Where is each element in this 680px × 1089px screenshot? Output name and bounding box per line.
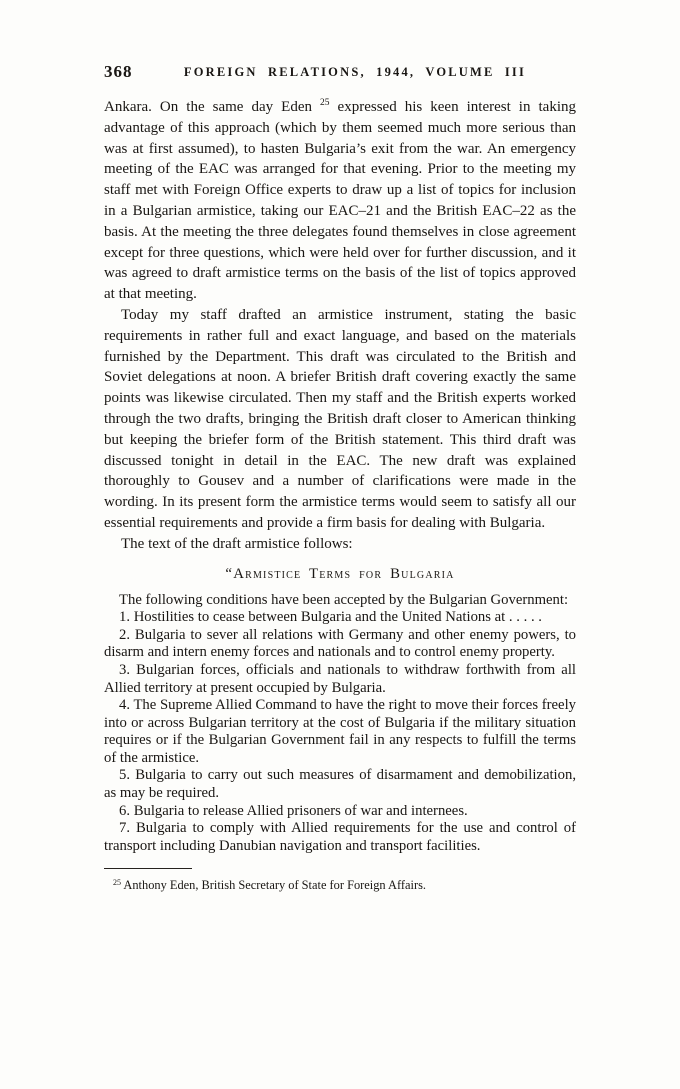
armistice-terms-section <box>104 592 576 856</box>
footnote <box>104 878 576 894</box>
armistice-term-7: 7. Bulgaria to comply with Allied requirements for the use and control of transport including Danubian navigation and transport facilities. <box>104 820 576 854</box>
armistice-term-4: 4. The Supreme Allied Command to have the right to move their forces freely into or across Bulgarian territory at the cost of Bulgaria if the military situation requires or if the Bulgarian Government fail in any respects to fulfill the terms of the armistice. <box>104 697 576 766</box>
armistice-term-5: 5. Bulgaria to carry out such measures of disarmament and demobilization, as may be required. <box>104 767 576 802</box>
armistice-term-1: 1. Hostilities to cease between Bulgaria and the United Nations at . . . . . <box>119 609 542 626</box>
paragraph-ankara <box>104 97 576 305</box>
paragraph-text: Ankara. On the same day Eden <box>104 99 321 115</box>
running-header-row <box>104 62 576 84</box>
footnote-rule <box>104 868 192 869</box>
armistice-term-3: 3. Bulgarian forces, officials and nationals to withdraw forthwith from all Allied territory at present occupied by Bulgaria. <box>104 661 576 696</box>
footnote-area <box>104 868 576 894</box>
paragraph-today-draft: Today my staff drafted an armistice instrument, stating the basic requirements in rather full and exact language, and based on the materials furnished by the Department. This draft was circulated to the British and Soviet delegations at noon. A briefer British draft covering exactly the same points was likewise circulated. Then my staff and the British experts worked through the two drafts, bringing the British draft closer to American thinking but keeping the briefer form of the British statement. This third draft was discussed tonight in detail in the EAC. The new draft was explained thoroughly to Gousev and a number of clarifications were made in the wording. In its present form the armistice terms would seem to satisfy all our essential requirements and provide a firm basis for dealing with Bulgaria. <box>104 306 576 531</box>
footnote-text: Anthony Eden, British Secretary of State for Foreign Affairs. <box>121 878 427 893</box>
armistice-intro: The following conditions have been accepted by the Bulgarian Government: <box>119 591 569 608</box>
type-area <box>104 62 576 894</box>
running-header: FOREIGN RELATIONS, 1944, VOLUME III <box>183 65 527 79</box>
paragraph-text: expressed his keen interest in taking advantage of this approach (which by them seemed much more serious than was at first assumed), to hasten Bulgaria’s exit from the war. An emergency meeting of the EAC was arranged for that evening. Prior to the meeting my staff met with Foreign Office experts to draw up a list of topics for inclusion in a Bulgarian armistice, taking our EAC–21 and the British EAC–22 as the basis. At the meeting the three delegates found themselves in close agreement except for three questions, which were held over for further discussion, and it was agreed to draft armistice terms on the basis of the list of topics approved at that meeting. <box>104 99 576 303</box>
armistice-heading: “Armistice Terms for Bulgaria <box>225 565 455 582</box>
footnote-reference: 25 <box>320 98 330 108</box>
footnote-marker: 25 <box>113 878 121 888</box>
armistice-term-6: 6. Bulgaria to release Allied prisoners of war and internees. <box>119 802 468 819</box>
page-body <box>104 97 576 894</box>
armistice-term-2: 2. Bulgaria to sever all relations with Germany and other enemy powers, to disarm and intern enemy forces and nationals and to control enemy property. <box>104 626 576 661</box>
paragraph-intro-to-text: The text of the draft armistice follows: <box>121 535 353 552</box>
page-number: 368 <box>104 62 133 81</box>
